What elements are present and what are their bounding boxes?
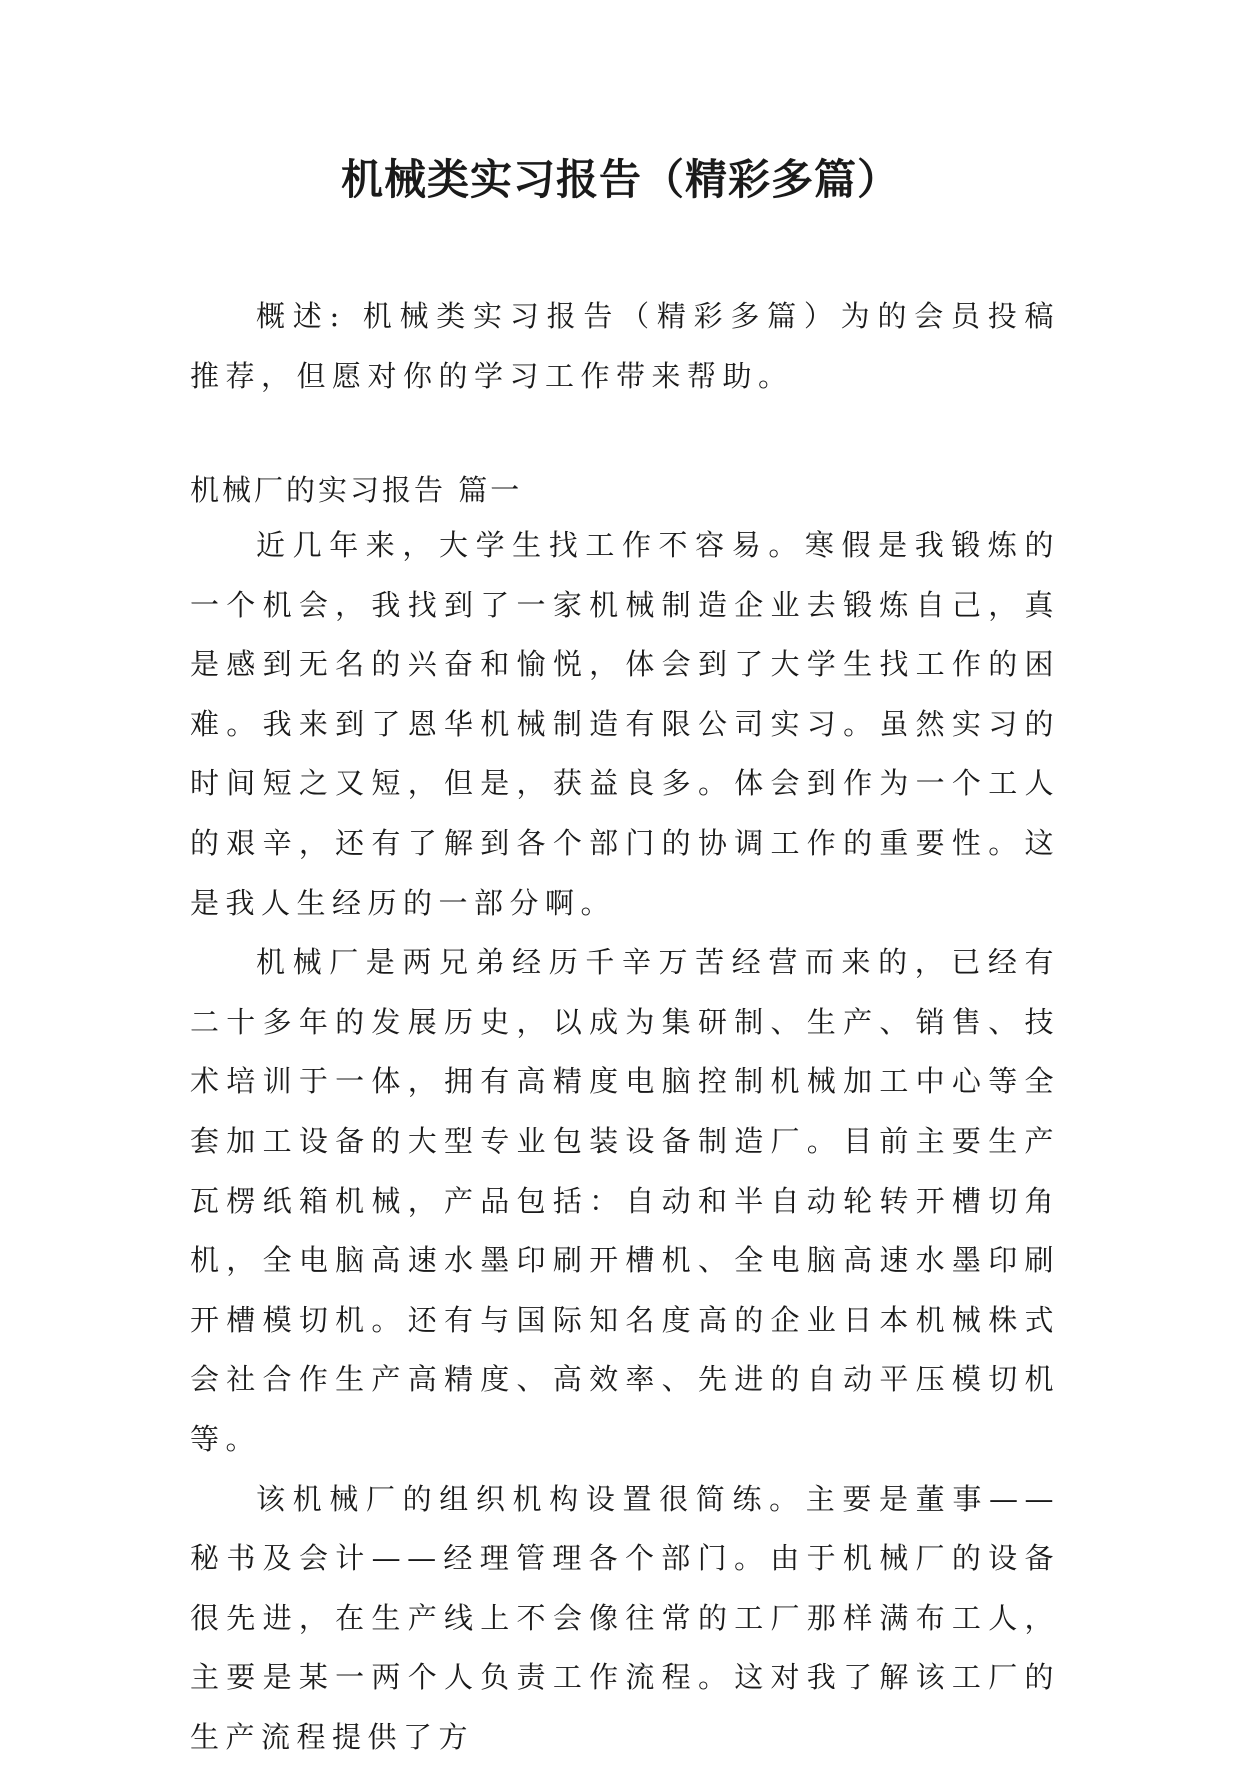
summary-paragraph: 概述: 机械类实习报告（精彩多篇）为的会员投稿推荐，但愿对你的学习工作带来帮助。 [190,286,1060,406]
document-title: 机械类实习报告（精彩多篇） [0,152,1241,208]
body-paragraph: 该机械厂的组织机构设置很简练。主要是董事——秘书及会计——经理管理各个部门。由于机械厂的设备很先进，在生产线上不会像往常的工厂那样满布工人，主要是某一两个人负责工作流程。这对我了解该工厂的生产流程提供了方 [190,1470,1060,1767]
body-paragraph: 近几年来，大学生找工作不容易。寒假是我锻炼的一个机会，我找到了一家机械制造企业去锻炼自己，真是感到无名的兴奋和愉悦，体会到了大学生找工作的困难。我来到了恩华机械制造有限公司实习。虽然实习的时间短之又短，但是，获益良多。体会到作为一个工人的艰辛，还有了解到各个部门的协调工作的重要性。这是我人生经历的一部分啊。 [190,516,1060,933]
body-paragraph: 机械厂是两兄弟经历千辛万苦经营而来的，已经有二十多年的发展历史，以成为集研制、生产、销售、技术培训于一体，拥有高精度电脑控制机械加工中心等全套加工设备的大型专业包装设备制造厂。目前主要生产瓦楞纸箱机械，产品包括：自动和半自动轮转开槽切角机，全电脑高速水墨印刷开槽机、全电脑高速水墨印刷开槽模切机。还有与国际知名度高的企业日本机械株式会社合作生产高精度、高效率、先进的自动平压模切机等。 [190,933,1060,1469]
section-heading: 机械厂的实习报告 篇一 [190,460,522,520]
section-body [190,516,1060,1767]
